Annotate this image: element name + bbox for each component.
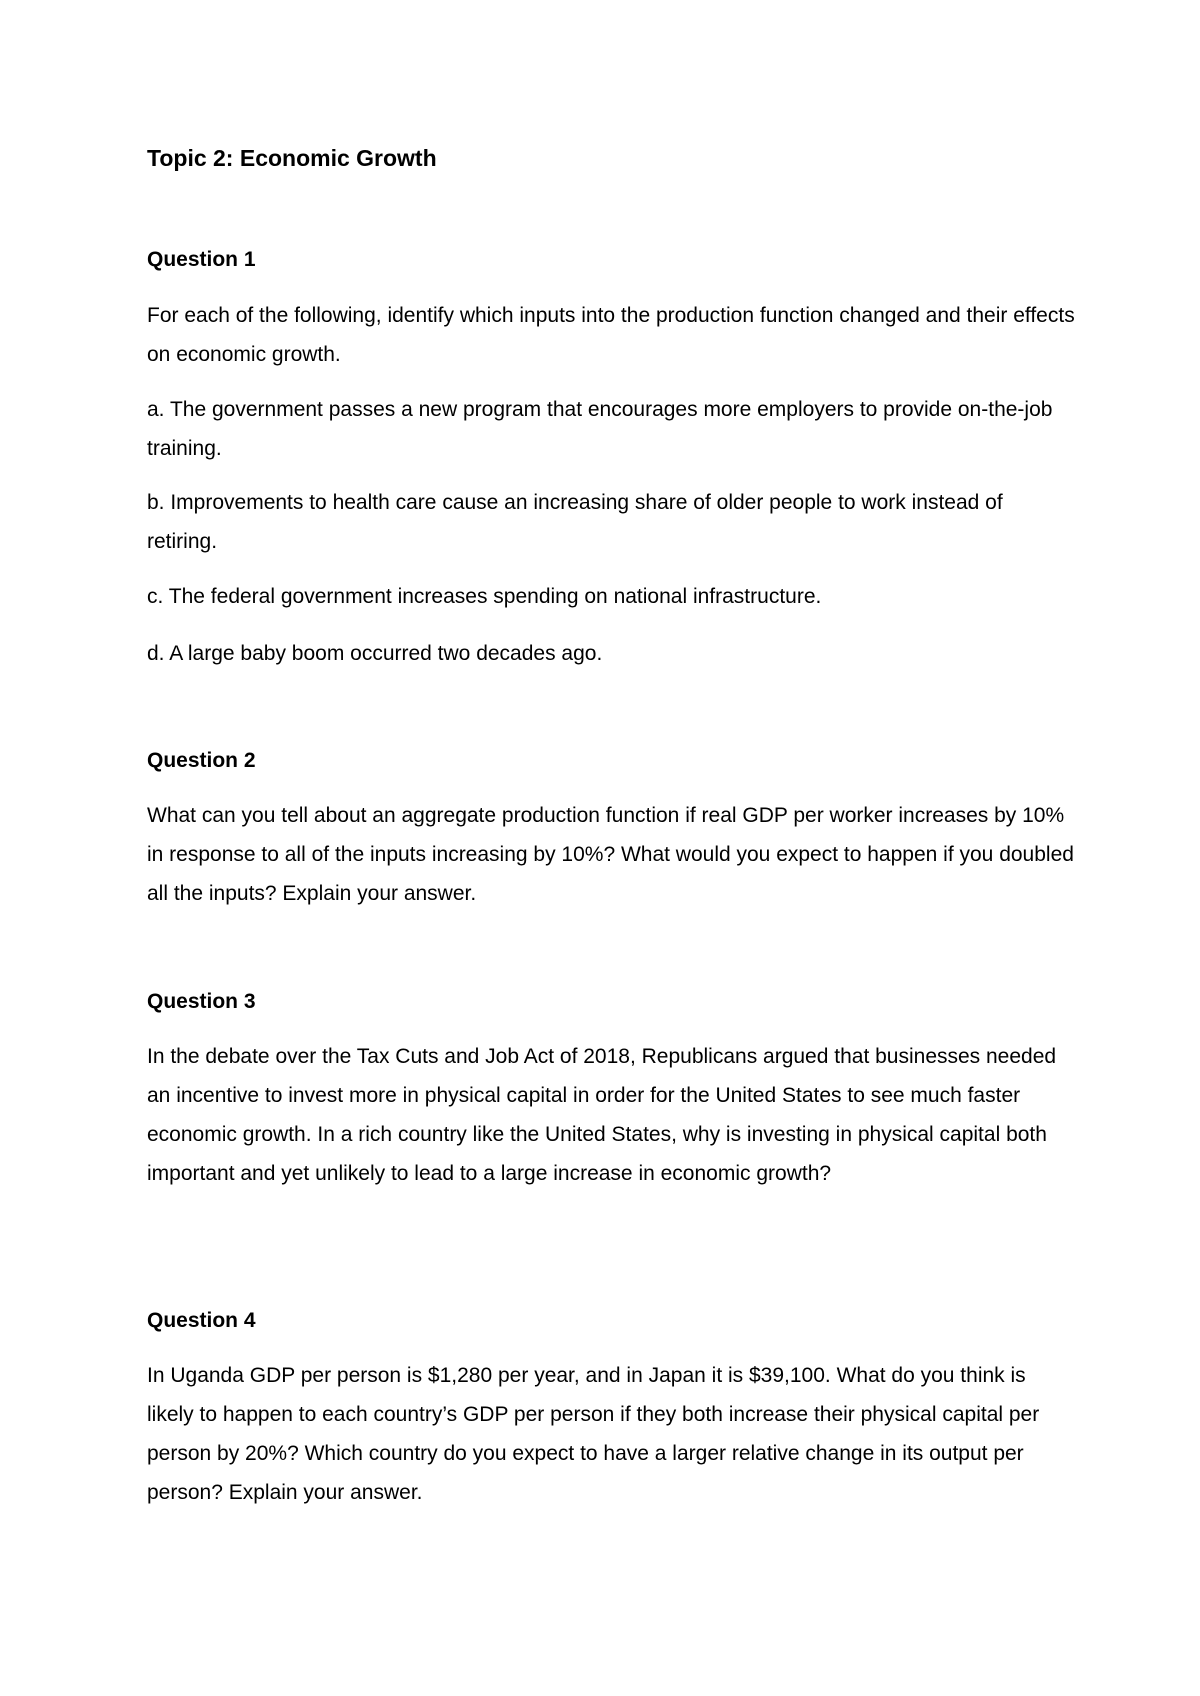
question-1-intro: For each of the following, identify which inputs into the production function changed and their effects on economic growth. (147, 304, 1075, 366)
document-title: Topic 2: Economic Growth (147, 145, 437, 171)
question-2-heading: Question 2 (147, 749, 256, 772)
question-1-heading: Question 1 (147, 248, 256, 271)
question-3-heading: Question 3 (147, 990, 256, 1013)
question-4-heading: Question 4 (147, 1309, 256, 1332)
question-1-item-a: a. The government passes a new program that encourages more employers to provide on-the-job training. (147, 398, 1053, 460)
question-1-item-b: b. Improvements to health care cause an increasing share of older people to work instead of retiring. (147, 491, 1003, 553)
question-2-text: What can you tell about an aggregate production function if real GDP per worker increases by 10% in response to all of the inputs increasing by 10%? What would you expect to happen if you doubled all the inputs? Explain your answer. (147, 804, 1074, 905)
question-1-item-d: d. A large baby boom occurred two decades ago. (147, 642, 603, 665)
question-4-text: In Uganda GDP per person is $1,280 per year, and in Japan it is $39,100. What do you think is likely to happen to each country’s GDP per person if they both increase their physical capital per person by 20%? Which country do you expect to have a larger relative change in its output per person? Explain your answer. (147, 1364, 1040, 1504)
question-1-item-c: c. The federal government increases spending on national infrastructure. (147, 585, 822, 608)
question-3-text: In the debate over the Tax Cuts and Job Act of 2018, Republicans argued that businesses needed an incentive to invest more in physical capital in order for the United States to see much faster economic growth. In a rich country like the United States, why is investing in physical capital both important and yet unlikely to lead to a large increase in economic growth? (147, 1045, 1057, 1185)
